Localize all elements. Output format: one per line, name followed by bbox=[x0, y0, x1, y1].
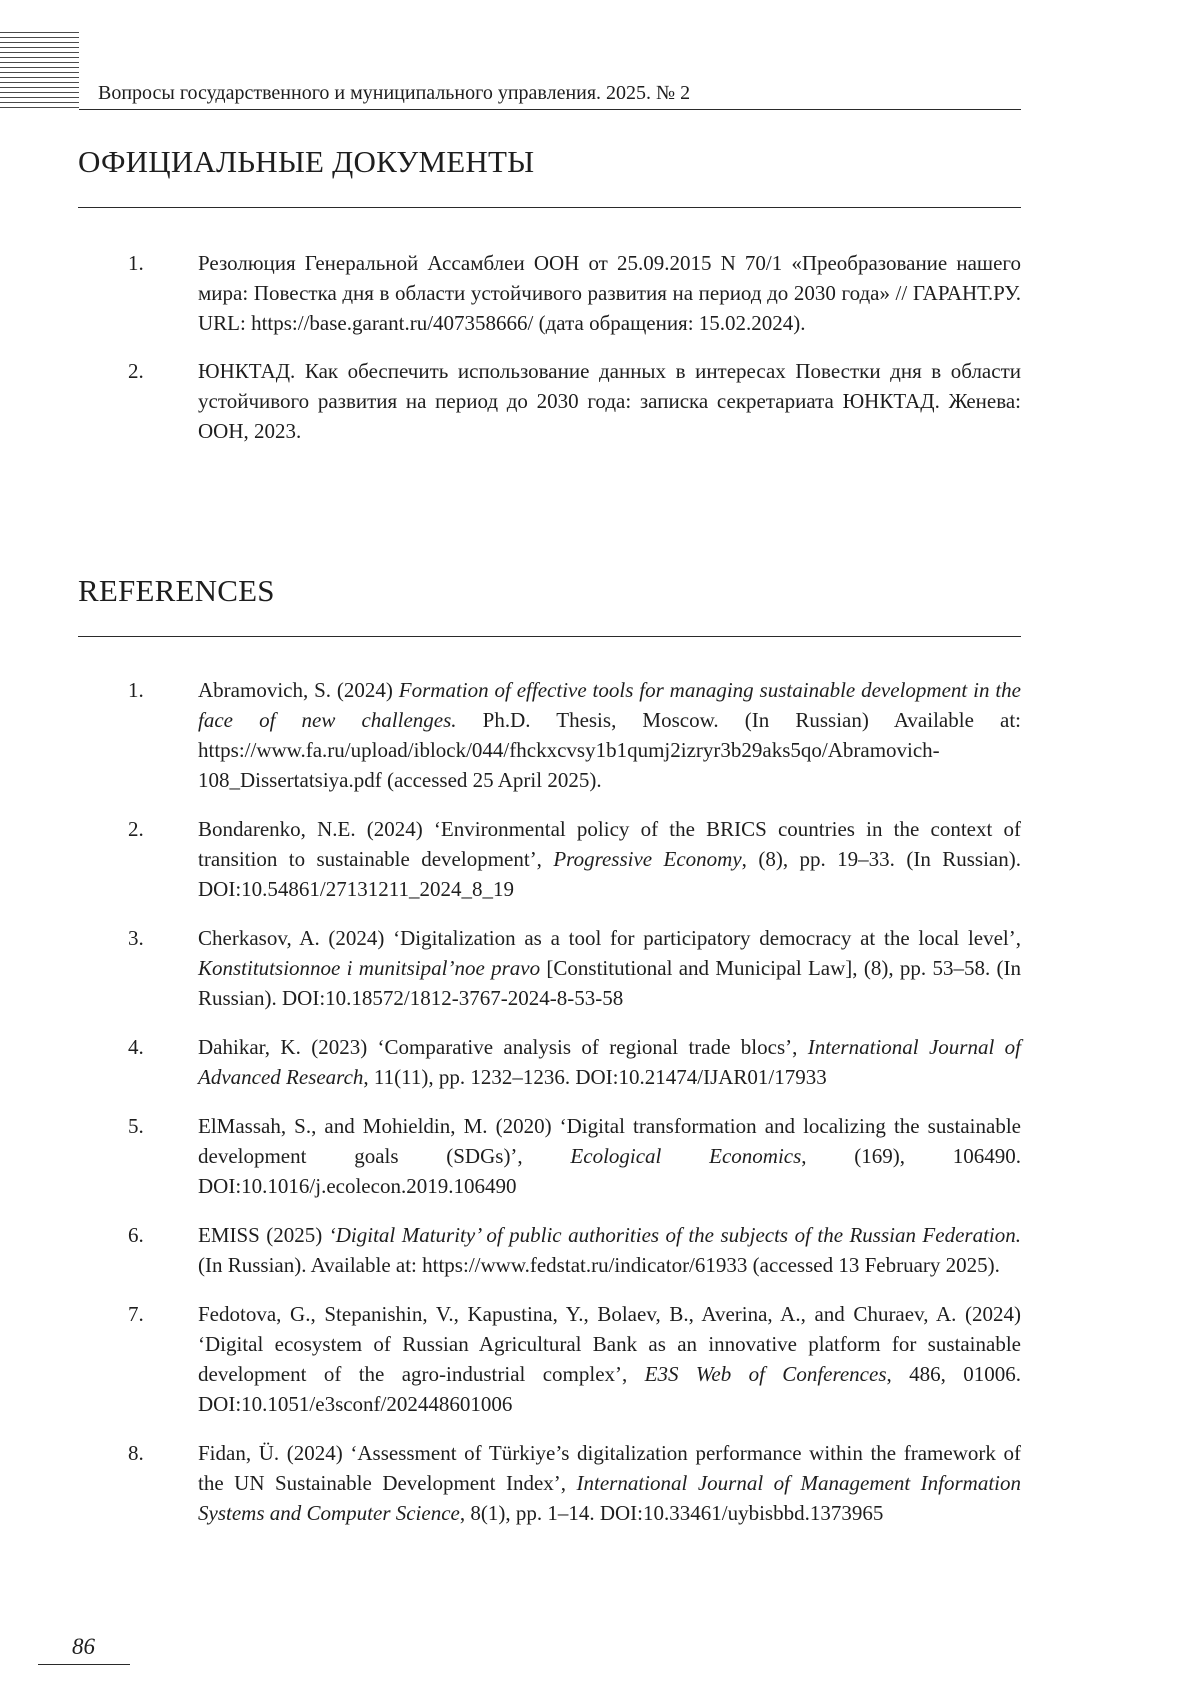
item-text: EMISS (2025) ‘Digital Maturity’ of public authorities of the subjects of the Russian Federation. (In Russian). Available at: https://www.fedstat.ru/indicator/61933 (accessed 13 February 2025). bbox=[198, 1223, 1021, 1277]
list-item bbox=[78, 1438, 1021, 1528]
official-documents-list bbox=[78, 248, 1021, 464]
list-item bbox=[78, 1032, 1021, 1092]
item-number: 2. bbox=[128, 817, 144, 841]
item-number: 7. bbox=[128, 1302, 144, 1326]
item-number: 2. bbox=[128, 359, 144, 383]
list-item bbox=[78, 923, 1021, 1013]
item-text: Bondarenko, N.E. (2024) ‘Environmental policy of the BRICS countries in the context of transition to sustainable development’, Progressive Economy, (8), pp. 19–33. (In Russian). DOI:10.54861/27131211_2024_8_19 bbox=[198, 817, 1021, 901]
official-documents-rule bbox=[78, 207, 1021, 208]
references-list bbox=[78, 675, 1021, 1547]
item-number: 4. bbox=[128, 1035, 144, 1059]
list-item bbox=[78, 1220, 1021, 1280]
list-item bbox=[78, 814, 1021, 904]
item-number: 6. bbox=[128, 1223, 144, 1247]
list-item bbox=[78, 675, 1021, 795]
running-header: Вопросы государственного и муниципального управления. 2025. № 2 bbox=[98, 82, 691, 104]
footer-rule bbox=[38, 1664, 130, 1665]
list-item bbox=[78, 248, 1021, 338]
item-number: 1. bbox=[128, 251, 144, 275]
header-rule bbox=[79, 109, 1021, 110]
item-number: 3. bbox=[128, 926, 144, 950]
item-number: 8. bbox=[128, 1441, 144, 1465]
item-text: Abramovich, S. (2024) Formation of effective tools for managing sustainable development in the face of new challenges. Ph.D. Thesis, Moscow. (In Russian) Available at: https://www.fa.ru/upload/iblock/044/fhckxcvsy1b1qumj2izryr3b29aks5qo/Abramovich-108_Dissertatsiya.pdf (accessed 25 April 2025). bbox=[198, 678, 1021, 792]
item-text: ЮНКТАД. Как обеспечить использование данных в интересах Повестки дня в области устойчивого развития на период до 2030 года: записка секретариата ЮНКТАД. Женева: ООН, 2023. bbox=[198, 359, 1021, 443]
item-text: Fedotova, G., Stepanishin, V., Kapustina, Y., Bolaev, B., Averina, A., and Churaev, A. (2024) ‘Digital ecosystem of Russian Agricultural Bank as an innovative platform for sustainable development of the agro-industrial complex’, E3S Web of Conferences, 486, 01006. DOI:10.1051/e3sconf/202448601006 bbox=[198, 1302, 1022, 1416]
item-text: ElMassah, S., and Mohieldin, M. (2020) ‘Digital transformation and localizing the sustainable development goals (SDGs)’, Ecological Economics, (169), 106490. DOI:10.1016/j.ecolecon.2019.106490 bbox=[198, 1114, 1021, 1198]
corner-decoration bbox=[0, 32, 79, 108]
list-item bbox=[78, 1111, 1021, 1201]
list-item bbox=[78, 356, 1021, 446]
references-rule bbox=[78, 636, 1021, 637]
item-text: Резолюция Генеральной Ассамблеи ООН от 25.09.2015 N 70/1 «Преобразование нашего мира: Повестка дня в области устойчивого развития на период до 2030 года» // ГАРАНТ.РУ. URL: https://base.garant.ru/407358666/ (дата обращения: 15.02.2024). bbox=[198, 251, 1021, 335]
references-title: REFERENCES bbox=[78, 573, 275, 608]
item-text: Dahikar, K. (2023) ‘Comparative analysis of regional trade blocs’, International Journal of Advanced Research, 11(11), pp. 1232–1236. DOI:10.21474/IJAR01/17933 bbox=[198, 1035, 1021, 1089]
official-documents-title: ОФИЦИАЛЬНЫЕ ДОКУМЕНТЫ bbox=[78, 144, 535, 179]
list-item bbox=[78, 1299, 1021, 1419]
item-number: 5. bbox=[128, 1114, 144, 1138]
item-text: Cherkasov, A. (2024) ‘Digitalization as a tool for participatory democracy at the local level’, Konstitutsionnoe i munitsipal’noe pravo [Constitutional and Municipal Law], (8), pp. 53–58. (In Russian). DOI:10.18572/1812-3767-2024-8-53-58 bbox=[198, 926, 1021, 1010]
page-number: 86 bbox=[72, 1634, 95, 1659]
item-text: Fidan, Ü. (2024) ‘Assessment of Türkiye’s digitalization performance within the framework of the UN Sustainable Development Index’, International Journal of Management Information Systems and Computer Science, 8(1), pp. 1–14. DOI:10.33461/uybisbbd.1373965 bbox=[198, 1441, 1021, 1525]
item-number: 1. bbox=[128, 678, 144, 702]
